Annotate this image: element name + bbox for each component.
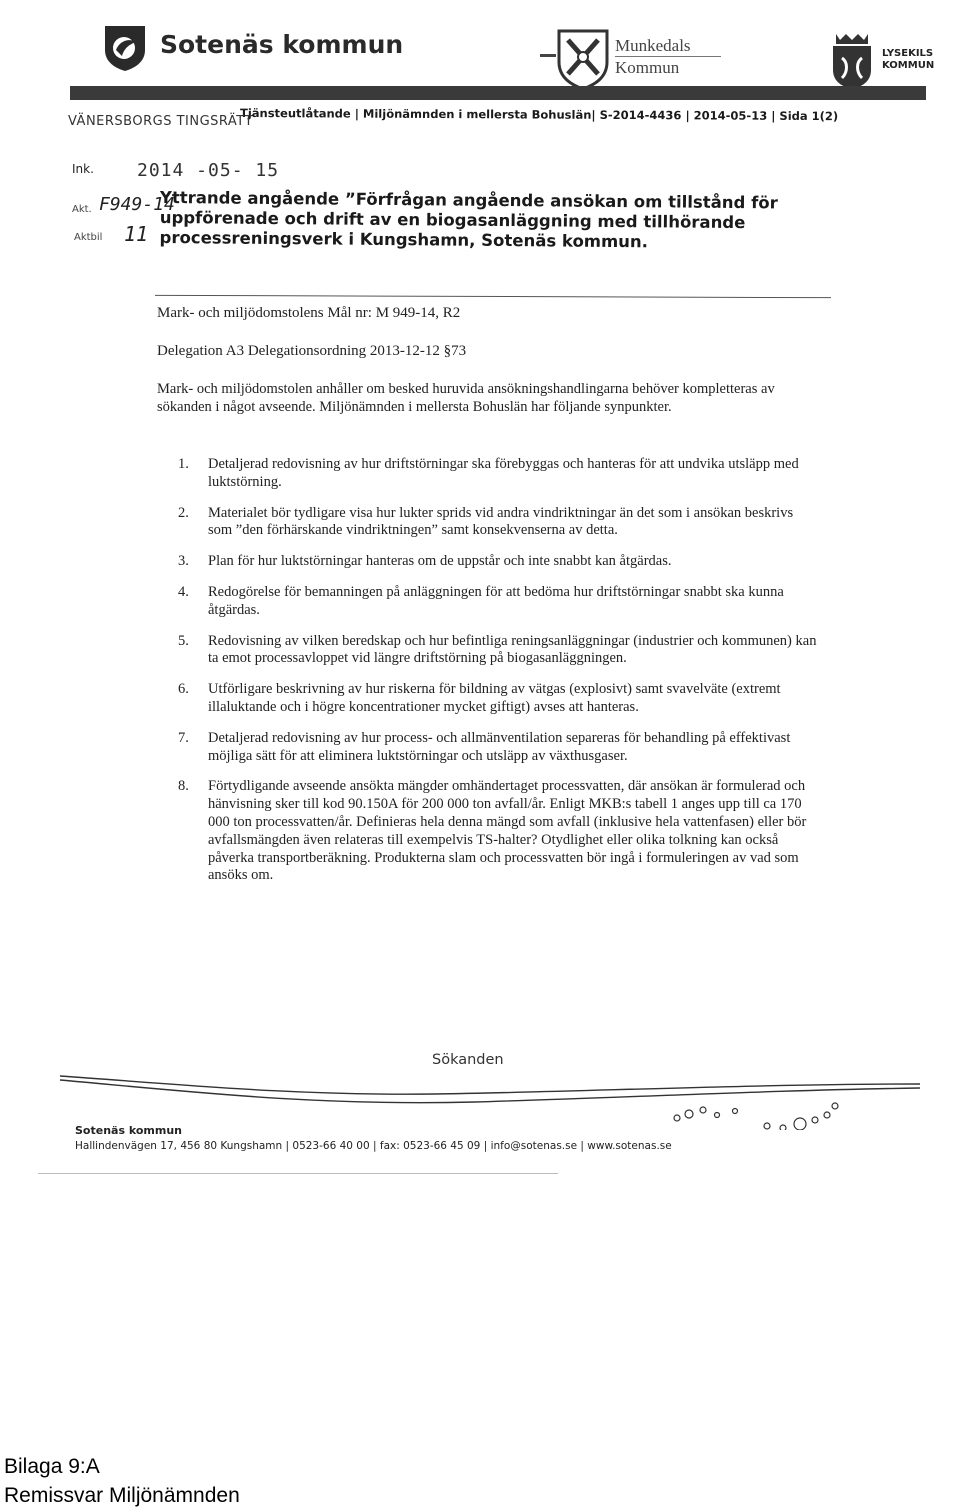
court-stamp: VÄNERSBORGS TINGSRÄTT	[68, 114, 253, 129]
aktbil-label: Aktbil	[74, 232, 103, 243]
footer-rule	[38, 1173, 558, 1174]
lysekil-line2: KOMMUN	[882, 60, 935, 71]
list-item-number: 4.	[178, 583, 189, 600]
list-item-number: 8.	[178, 778, 189, 795]
lysekil-name	[882, 48, 934, 72]
intro-paragraph: Mark- och miljödomstolen anhåller om besked huruvida ansökningshandlingarna behöver kompletteras av sökanden i något avseende. Miljönämnden i mellersta Bohuslän har följande synpunkter.	[157, 381, 775, 415]
list-item-text: Detaljerad redovisning av hur driftstörningar ska förebyggas och hanteras för att undvika utsläpp med luktstörning.	[208, 456, 799, 490]
ink-label: Ink.	[72, 162, 94, 176]
list-item	[178, 456, 818, 492]
list-item-text: Detaljerad redovisning av hur process- och allmänventilation separeras för behandling på effektivast möjliga sätt för att eliminera luktstörningar och utsläpp av växthusgaser.	[208, 729, 791, 764]
list-item-number: 1.	[178, 456, 189, 472]
aktbil-handwritten-value: 11	[124, 222, 149, 246]
list-item-text: Redovisning av vilken beredskap och hur befintliga reningsanläggningar (industrier och kommunen) kan ta emot processavloppet vid längre driftstörning på biogasanläggningen.	[208, 632, 817, 667]
footer-wave-lines	[55, 1070, 925, 1130]
points-list	[178, 456, 818, 885]
delegation: Delegation A3 Delegationsordning 2013-12-12 §73	[157, 343, 467, 359]
munkedal-dash	[540, 54, 556, 57]
header-bar	[70, 86, 926, 100]
ink-date: 2014 -05- 15	[137, 160, 280, 181]
list-item-text: Utförligare beskrivning av hur riskerna för bildning av vätgas (explosivt) samt svavelväte (extremt illaluktande och i högre koncentrationer mycket giftigt) avses att hanteras.	[208, 681, 781, 715]
list-item	[178, 553, 818, 571]
list-item	[178, 778, 818, 885]
munkedal-logo	[540, 28, 730, 90]
list-item	[178, 584, 818, 620]
list-item	[178, 633, 818, 669]
lysekil-emblem-icon	[830, 32, 874, 90]
list-item-text: Förtydligande avseende ansökta mängder omhändertaget processvatten, där ansökan är formulerad och hänvisning sker till kod 90.150A för 200 000 ton avfall/år. Enligt MKB:s tabell 1 anges upp till ca 170 000 ton processvatten/år. Definieras hela denna mängd som avfall (inklusive hela vattenfasen) eller bör avfallsmängden även relateras till exempelvis TS-halter? Otydlighet eller olika tolkning kan också påverka transportberäkning. Produkterna slam och processvatten bör ingå i formuleringen av vad som ansöks om.	[208, 778, 807, 884]
akt-handwritten-value: F949-14	[99, 194, 175, 215]
sotenas-name: Sotenäs kommun	[160, 30, 404, 59]
sotenas-emblem-icon	[100, 22, 150, 72]
list-item	[178, 730, 818, 766]
case-number: Mark- och miljödomstolens Mål nr: M 949-14, R2	[157, 305, 461, 321]
list-item-number: 7.	[178, 729, 189, 746]
lysekil-line1: LYSEKILS	[882, 48, 934, 59]
list-item-text: Redogörelse för bemanningen på anläggningen för att bedöma hur driftstörningar snabbt ska kunna åtgärdas.	[208, 583, 784, 618]
document-title: Yttrande angående ”Förfrågan angående ansökan om tillstånd för uppförenade och drift av en biogasanläggning med tillhörande processreningsverk i Kungshamn, Sotenäs kommun.	[159, 188, 778, 252]
caption-line2: Remissvar Miljönämnden	[4, 1484, 240, 1507]
munkedal-emblem-icon	[556, 28, 610, 90]
list-item-text: Materialet bör tydligare visa hur lukter sprids vid andra vindriktningar än det som i ansökan beskrivs som ”den förhärskande vindriktningen” samt konsekvenserna av detta.	[208, 504, 794, 539]
list-item-number: 3.	[178, 553, 189, 570]
list-item-number: 5.	[178, 632, 189, 649]
list-item-text: Plan för hur luktstörningar hanteras om de uppstår och inte snabbt kan åtgärdas.	[208, 553, 672, 570]
munkedal-name	[615, 36, 721, 77]
caption-line1: Bilaga 9:A	[4, 1455, 100, 1478]
list-item-number: 6.	[178, 681, 189, 698]
akt-label: Akt.	[72, 204, 92, 215]
munkedal-rule	[615, 56, 721, 57]
document-header-line: Tjänsteutlåtande | Miljönämnden i mellersta Bohuslän| S-2014-4436 | 2014-05-13 | Sida 1(2)	[239, 106, 839, 124]
list-item	[178, 505, 818, 541]
footer-address: Hallindenvägen 17, 456 80 Kungshamn | 0523-66 40 00 | fax: 0523-66 45 09 | info@sotenas.se | www.sotenas.se	[75, 1140, 672, 1152]
footer-org-name: Sotenäs kommun	[75, 1124, 182, 1137]
list-item-number: 2.	[178, 504, 189, 521]
sokanden-label: Sökanden	[432, 1052, 504, 1068]
title-divider	[155, 295, 831, 298]
munkedal-line1: Munkedals	[615, 36, 691, 55]
lysekil-logo	[830, 32, 955, 92]
sotenas-logo	[100, 22, 404, 72]
list-item	[178, 681, 818, 717]
munkedal-line2: Kommun	[615, 58, 680, 77]
